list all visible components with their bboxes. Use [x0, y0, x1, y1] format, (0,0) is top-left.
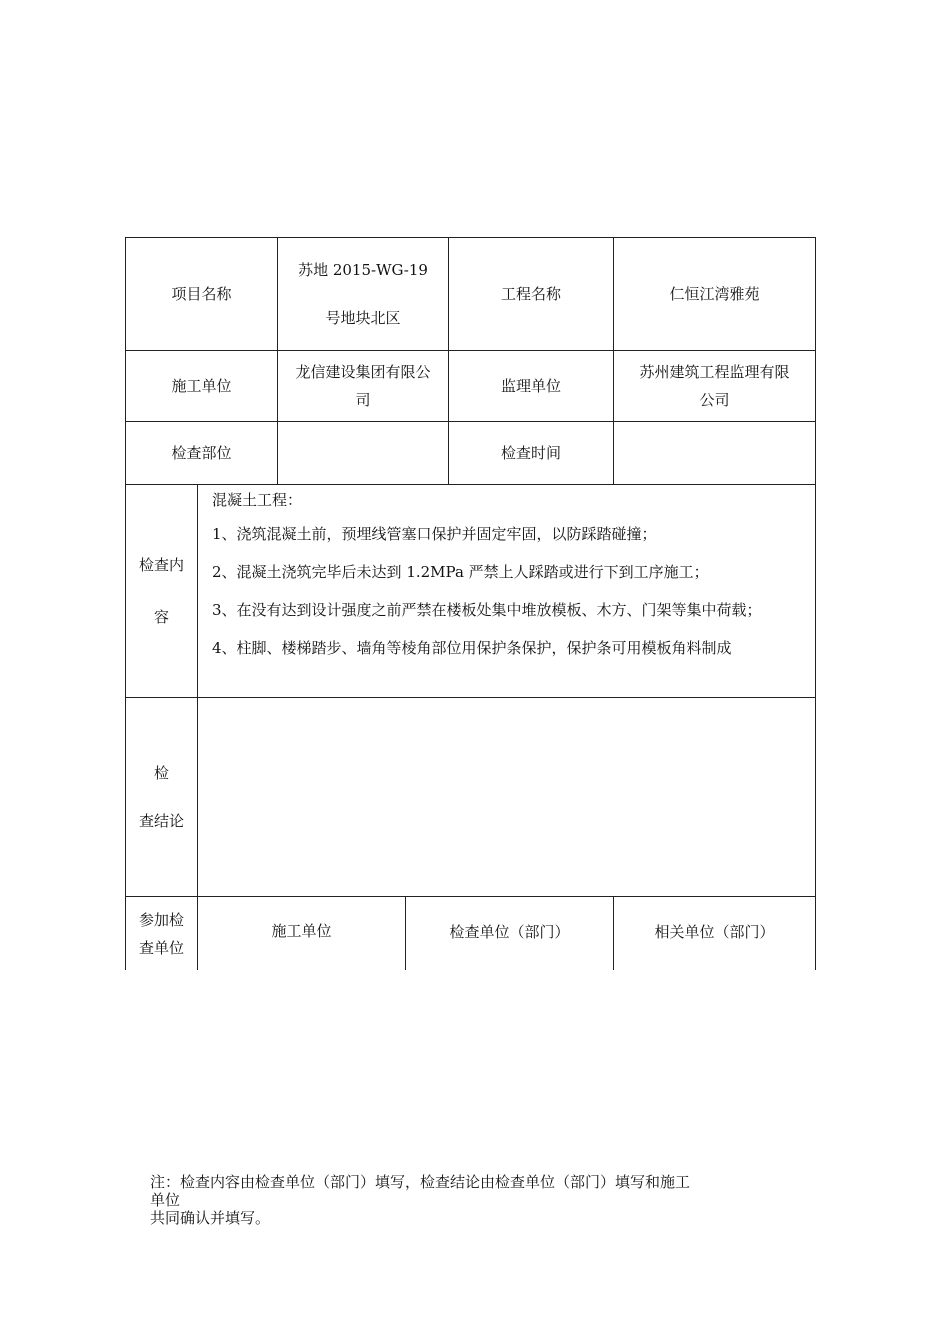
inspection-time-value[interactable] [614, 422, 815, 484]
construction-unit-line2: 司 [355, 391, 371, 409]
label-inspection-content [126, 485, 197, 697]
project-name-line1: 苏地 2015-WG-19 [298, 261, 428, 279]
engineering-name-text: 仁恒江湾雅苑 [669, 285, 760, 303]
engineering-name-value [614, 238, 815, 350]
label-construction-unit [126, 351, 277, 421]
supervision-unit-value [614, 351, 815, 421]
label-text-line2: 查单位 [138, 938, 184, 957]
label-supervision-unit [449, 351, 613, 421]
grid-line [125, 484, 816, 485]
inspection-content-text [212, 488, 812, 694]
construction-unit-value [278, 351, 448, 421]
label-participating-units [126, 897, 197, 970]
inspection-conclusion-value[interactable] [198, 698, 815, 896]
participant-label: 施工单位 [271, 921, 332, 940]
participant-inspection-unit [406, 897, 613, 970]
participant-label: 相关单位（部门） [654, 922, 775, 941]
grid-line [815, 237, 816, 970]
label-text-line2: 查结论 [138, 812, 184, 830]
label-text: 检查部位 [171, 444, 232, 462]
label-text: 监理单位 [500, 377, 561, 395]
label-text: 工程名称 [500, 285, 561, 303]
content-item-2: 2、混凝土浇筑完毕后未达到 1.2MPa 严禁上人踩踏或进行下到工序施工； [212, 563, 709, 581]
label-project-name [126, 238, 277, 350]
construction-unit-line1: 龙信建设集团有限公 [295, 363, 431, 381]
supervision-unit-line2: 公司 [699, 391, 730, 409]
label-inspection-conclusion [126, 698, 197, 896]
label-text: 项目名称 [171, 285, 232, 303]
participant-label: 检查单位（部门） [449, 922, 570, 941]
supervision-unit-line1: 苏州建筑工程监理有限 [639, 363, 790, 381]
content-heading: 混凝土工程： [212, 491, 303, 509]
participant-construction-unit [198, 897, 405, 970]
footnote [150, 1173, 790, 1227]
content-item-3: 3、在没有达到设计强度之前严禁在楼板处集中堆放模板、木方、门架等集中荷载； [212, 601, 762, 619]
content-item-4: 4、柱脚、楼梯踏步、墙角等棱角部位用保护条保护，保护条可用模板角料制成 [212, 639, 732, 657]
label-text: 施工单位 [171, 377, 232, 395]
label-inspection-location [126, 422, 277, 484]
footnote-line2: 单位 [150, 1191, 181, 1209]
label-text: 检查时间 [500, 444, 561, 462]
label-engineering-name [449, 238, 613, 350]
footnote-line3: 共同确认并填写。 [150, 1209, 271, 1227]
content-item-1: 1、浇筑混凝土前，预埋线管塞口保护并固定牢固，以防踩踏碰撞； [212, 525, 657, 543]
participant-related-unit [614, 897, 815, 970]
label-text-line1: 参加检 [138, 910, 184, 929]
inspection-location-value[interactable] [278, 422, 448, 484]
label-text-line2: 容 [153, 608, 169, 626]
project-name-line2: 号地块北区 [325, 309, 401, 327]
project-name-value [278, 238, 448, 350]
label-inspection-time [449, 422, 613, 484]
footnote-line1: 注：检查内容由检查单位（部门）填写，检查结论由检查单位（部门）填写和施工 [150, 1173, 691, 1191]
label-text-line1: 检查内 [138, 556, 184, 574]
label-text-line1: 检 [153, 764, 169, 782]
